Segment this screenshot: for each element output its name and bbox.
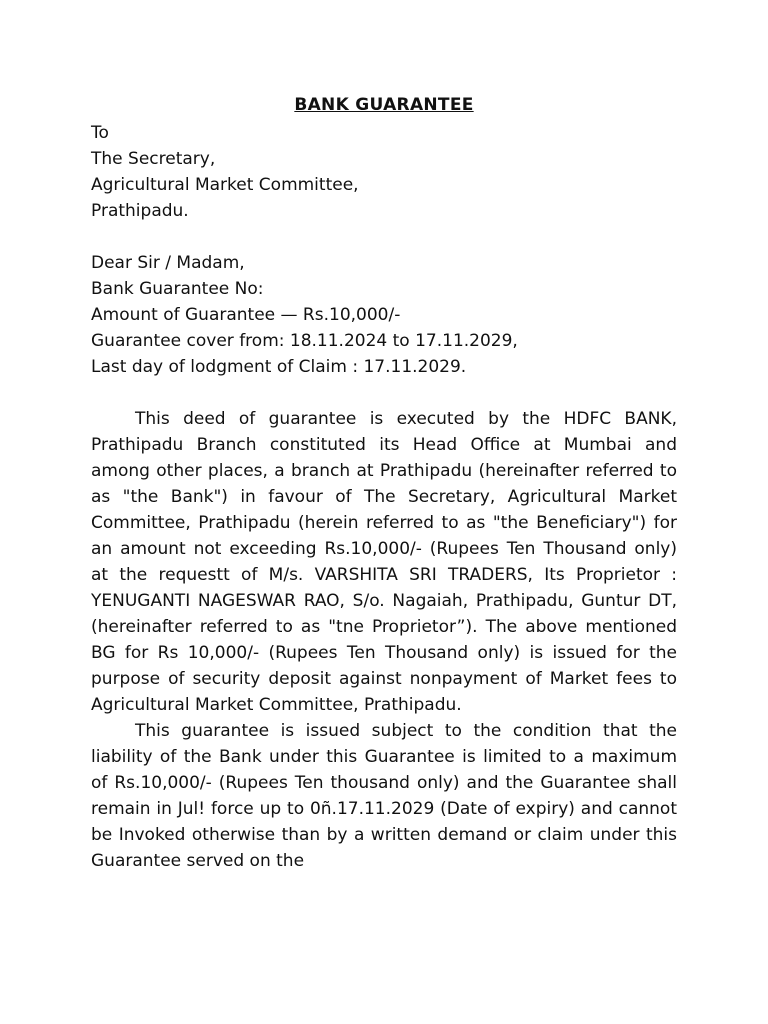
address-line-1: The Secretary, — [91, 149, 216, 169]
guarantee-cover: Guarantee cover from: 18.11.2024 to 17.11.2029, — [91, 331, 518, 351]
address-to: To — [91, 123, 109, 143]
body-paragraph-1: This deed of guarantee is executed by the HDFC BANK, Prathipadu Branch constituted its Head Office at Mumbai and among other places, a branch at Prathipadu (hereinafter referred to as "the Bank") in favour of The Secretary, Agricultural Market Committee, Prathipadu (herein referred to as "the Beneficiary") for an amount not exceeding Rs.10,000/- (Rupees Ten Thousand only) at the requestt of M/s. VARSHITA SRI TRADERS, Its Proprietor : YENUGANTI NAGESWAR RAO, S/o. Nagaiah, Prathipadu, Guntur DT, (hereinafter referred to as "tne Proprietor”). The above mentioned BG for Rs 10,000/- (Rupees Ten Thousand only) is issued for the purpose of security deposit against nonpayment of Market fees to Agricultural Market Committee, Prathipadu. — [91, 409, 677, 715]
blank-line — [91, 380, 677, 406]
address-line-2: Agricultural Market Committee, — [91, 175, 359, 195]
salutation: Dear Sir / Madam, — [91, 253, 245, 273]
address-line-3: Prathipadu. — [91, 201, 189, 221]
claim-last-day: Last day of lodgment of Claim : 17.11.2029. — [91, 357, 467, 377]
blank-line — [91, 224, 677, 250]
address-block — [91, 120, 677, 224]
document-title: BANK GUARANTEE — [294, 95, 474, 115]
body-paragraph-2: This guarantee is issued subject to the condition that the liability of the Bank under this Guarantee is limited to a maximum of Rs.10,000/- (Rupees Ten thousand only) and the Guarantee shall remain in Jul! force up to 0ñ.17.11.2029 (Date of expiry) and cannot be Invoked otherwise than by a written demand or claim under this Guarantee served on the — [91, 721, 677, 871]
guarantee-number: Bank Guarantee No: — [91, 279, 264, 299]
guarantee-header — [91, 250, 677, 380]
guarantee-amount: Amount of Guarantee — Rs.10,000/- — [91, 305, 401, 325]
